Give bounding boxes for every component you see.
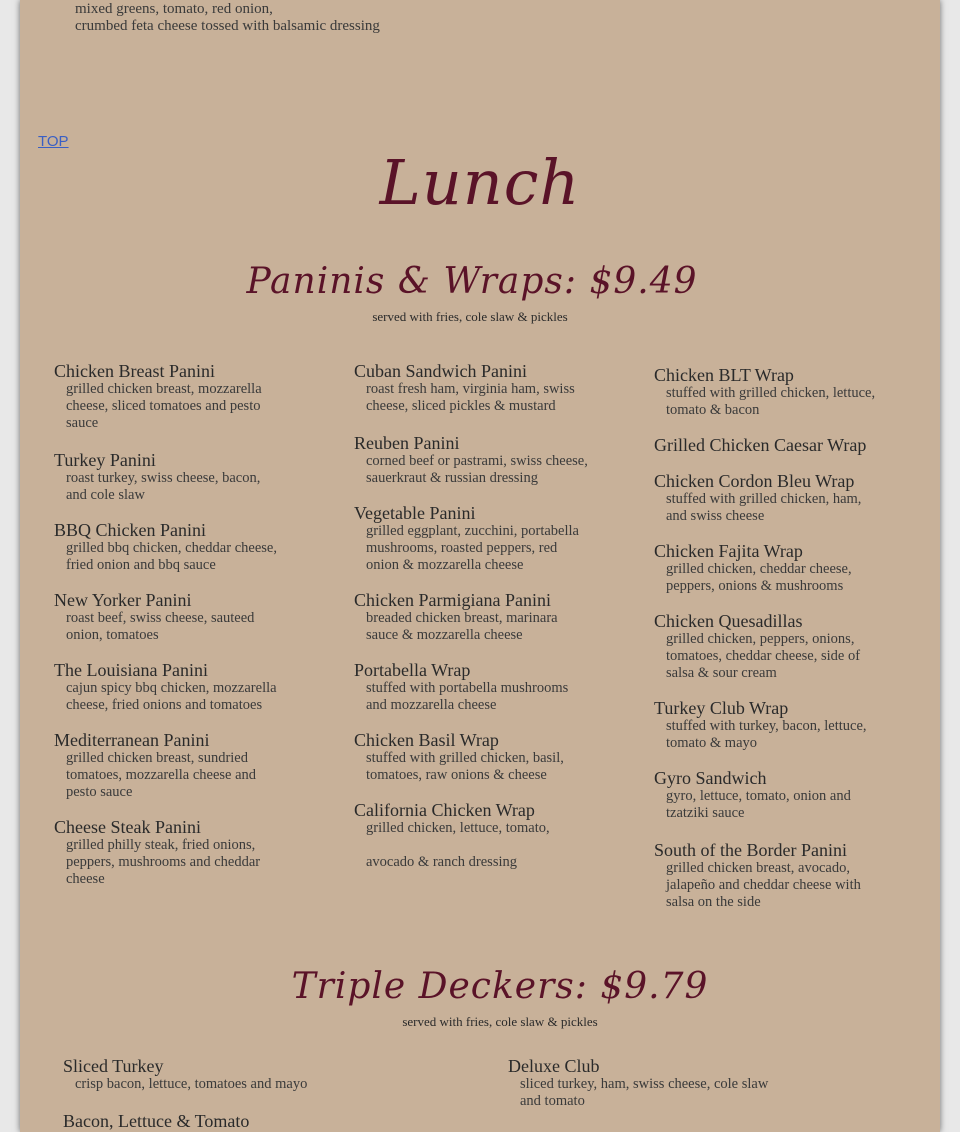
item-description: roast fresh ham, virginia ham, swiss cheese, sliced pickles & mustard <box>366 381 575 414</box>
menu-item <box>354 433 604 487</box>
item-name: Chicken Breast Panini <box>54 361 215 381</box>
menu-item <box>54 450 304 504</box>
item-name: Vegetable Panini <box>354 503 476 523</box>
item-name: Chicken Fajita Wrap <box>654 541 803 561</box>
item-name: Reuben Panini <box>354 433 460 453</box>
menu-item <box>63 1111 383 1131</box>
item-name: Mediterranean Panini <box>54 730 210 750</box>
item-description: grilled philly steak, fried onions, peppers, mushrooms and cheddar cheese <box>66 837 261 887</box>
item-name: Cheese Steak Panini <box>54 817 201 837</box>
item-name: New Yorker Panini <box>54 590 192 610</box>
item-name: Chicken Quesadillas <box>654 611 803 631</box>
menu-item <box>654 541 904 595</box>
item-name: Chicken Basil Wrap <box>354 730 499 750</box>
item-description: gyro, lettuce, tomato, onion and tzatziki sauce <box>666 788 851 821</box>
item-name: South of the Border Panini <box>654 840 847 860</box>
menu-item <box>54 817 304 888</box>
menu-item <box>654 435 904 455</box>
item-description: grilled chicken breast, mozzarella cheese, sliced tomatoes and pesto sauce <box>66 381 262 431</box>
item-description: stuffed with grilled chicken, basil, tomatoes, raw onions & cheese <box>366 750 564 783</box>
item-description: grilled chicken breast, avocado, jalapeño and cheddar cheese with salsa on the side <box>666 860 861 910</box>
item-description: roast beef, swiss cheese, sauteed onion, tomatoes <box>66 610 255 643</box>
menu-item <box>508 1056 828 1110</box>
item-description: sliced turkey, ham, swiss cheese, cole slaw and tomato <box>520 1076 769 1109</box>
menu-item <box>54 590 304 644</box>
menu-item <box>354 361 604 415</box>
menu-item <box>654 840 904 911</box>
item-description: grilled chicken breast, sundried tomatoes, mozzarella cheese and pesto sauce <box>66 750 257 800</box>
menu-item <box>654 471 904 525</box>
item-description: stuffed with grilled chicken, lettuce, tomato & bacon <box>666 385 876 418</box>
menu-item <box>654 768 904 822</box>
item-name: Chicken Parmigiana Panini <box>354 590 551 610</box>
item-name: Grilled Chicken Caesar Wrap <box>654 435 867 455</box>
item-name: Chicken Cordon Bleu Wrap <box>654 471 855 491</box>
item-description: crisp bacon, lettuce, tomatoes and mayo <box>75 1076 308 1092</box>
menu-item <box>54 730 304 801</box>
triple-deckers-heading: Triple Deckers: $9.79 <box>291 966 709 1007</box>
menu-item <box>654 611 904 682</box>
menu-item <box>654 698 904 752</box>
item-name: Sliced Turkey <box>63 1056 164 1076</box>
item-description: grilled chicken, peppers, onions, tomatoes, cheddar cheese, side of salsa & sour cream <box>666 631 861 681</box>
item-description: stuffed with portabella mushrooms and mozzarella cheese <box>366 680 569 713</box>
description-line: crumbed feta cheese tossed with balsamic dressing <box>75 18 380 34</box>
item-name: The Louisiana Panini <box>54 660 208 680</box>
item-name: Turkey Club Wrap <box>654 698 789 718</box>
description-line: mixed greens, tomato, red onion, <box>75 1 273 17</box>
item-name: Turkey Panini <box>54 450 156 470</box>
item-description: stuffed with grilled chicken, ham, and swiss cheese <box>666 491 862 524</box>
menu-item <box>354 800 604 871</box>
item-name: Deluxe Club <box>508 1056 600 1076</box>
item-name: Gyro Sandwich <box>654 768 767 788</box>
menu-item <box>354 503 604 574</box>
menu-item <box>354 660 604 714</box>
item-name: Chicken BLT Wrap <box>654 365 794 385</box>
paninis-served-note: served with fries, cole slaw & pickles <box>372 309 568 324</box>
menu-item <box>54 660 304 714</box>
item-description: roast turkey, swiss cheese, bacon, and cole slaw <box>66 470 261 503</box>
menu-item <box>654 365 904 419</box>
lunch-title: Lunch <box>379 146 581 219</box>
menu-item <box>63 1056 383 1093</box>
item-description: grilled chicken, cheddar cheese, peppers, onions & mushrooms <box>666 561 852 594</box>
item-description: grilled eggplant, zucchini, portabella mushrooms, roasted peppers, red onion & mozzarella cheese <box>366 523 579 573</box>
item-description: corned beef or pastrami, swiss cheese, sauerkraut & russian dressing <box>366 453 588 486</box>
item-description: breaded chicken breast, marinara sauce & mozzarella cheese <box>366 610 558 643</box>
menu-page <box>20 0 940 1132</box>
triple-deckers-served-note: served with fries, cole slaw & pickles <box>402 1014 598 1029</box>
menu-item <box>54 520 304 574</box>
menu-item <box>354 590 604 644</box>
paninis-wraps-heading: Paninis & Wraps: $9.49 <box>246 261 698 302</box>
menu-item <box>54 361 304 432</box>
item-name: California Chicken Wrap <box>354 800 535 820</box>
item-name: Portabella Wrap <box>354 660 471 680</box>
item-description: cajun spicy bbq chicken, mozzarella cheese, fried onions and tomatoes <box>66 680 277 713</box>
menu-item <box>354 730 604 784</box>
item-name: Bacon, Lettuce & Tomato <box>63 1111 250 1131</box>
item-description: grilled bbq chicken, cheddar cheese, fried onion and bbq sauce <box>66 540 277 573</box>
item-description: grilled chicken, lettuce, tomato, avocado & ranch dressing <box>366 820 550 870</box>
top-link[interactable]: TOP <box>38 133 69 150</box>
previous-item-description <box>75 1 380 35</box>
item-name: BBQ Chicken Panini <box>54 520 206 540</box>
item-description: stuffed with turkey, bacon, lettuce, tomato & mayo <box>666 718 867 751</box>
item-name: Cuban Sandwich Panini <box>354 361 527 381</box>
